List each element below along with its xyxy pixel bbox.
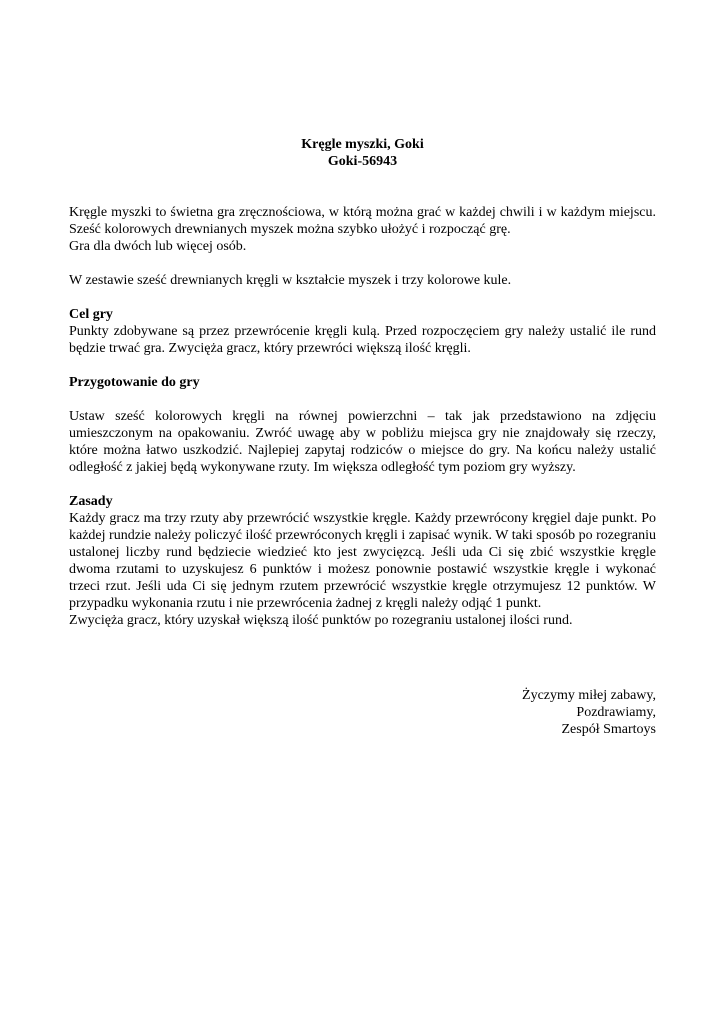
rules-heading: Zasady [69,494,113,509]
closing-greeting: Pozdrawiamy, [576,705,656,720]
goal-text: Punkty zdobywane są przez przewrócenie kręgli kulą. Przed rozpoczęciem gry należy ustalić ile rund będzie trwać gra. Zwycięża gracz, który przewróci większą ilość kręgli. [69,324,656,356]
intro-paragraph: Kręgle myszki to świetna gra zręcznościowa, w którą można grać w każdej chwili i w każdym miejscu. Sześć kolorowych drewnianych myszek można szybko ułożyć i rozpocząć grę. [69,205,656,237]
setup-text: Ustaw sześć kolorowych kręgli na równej powierzchni – tak jak przedstawiono na zdjęciu umieszczonym na opakowaniu. Zwróć uwagę aby w pobliżu miejsca gry nie znajdowały się rzeczy, które można łatwo uszkodzić. Najlepiej zapytaj rodziców o miejsce do gry. Na końcu należy ustalić odległość z jakiej będą wykonywane rzuty. Im większa odległość tym poziom gry wyższy. [69,409,656,475]
rules-text: Każdy gracz ma trzy rzuty aby przewrócić wszystkie kręgle. Każdy przewrócony kręgiel daje punkt. Po każdej rundzie należy policzyć ilość przewróconych kręgli i zapisać wynik. W taki sposób po rozegraniu ustalonej liczby rund będziecie wiedzieć kto jest zwycięzcą. Jeśli uda Ci się zbić wszystkie kręgle dwoma rzutami to uzyskujesz 6 punktów i możesz ponownie postawić wszystkie kręgle i wykonać trzeci rzut. Jeśli uda Ci się jednym rzutem przewrócić wszystkie kręgle otrzymujesz 12 punktów. W przypadku wykonania rzutu i nie przewrócenia żadnej z kręgli należy odjąć 1 punkt. [69,511,656,611]
rules-winner: Zwycięża gracz, który uzyskał większą ilość punktów po rozegraniu ustalonej ilości rund. [69,613,573,628]
title-product-name: Kręgle myszki, Goki [301,137,424,152]
goal-heading: Cel gry [69,307,113,322]
closing-wish: Życzymy miłej zabawy, [522,688,656,703]
closing-team: Zespół Smartoys [561,722,656,737]
intro-contents: W zestawie sześć drewnianych kręgli w kształcie myszek i trzy kolorowe kule. [69,273,512,288]
setup-heading: Przygotowanie do gry [69,375,200,390]
document-page [69,136,656,629]
closing-signature [522,687,656,738]
document-title [69,136,656,170]
title-product-code: Goki-56943 [327,154,398,169]
intro-players: Gra dla dwóch lub więcej osób. [69,239,247,254]
